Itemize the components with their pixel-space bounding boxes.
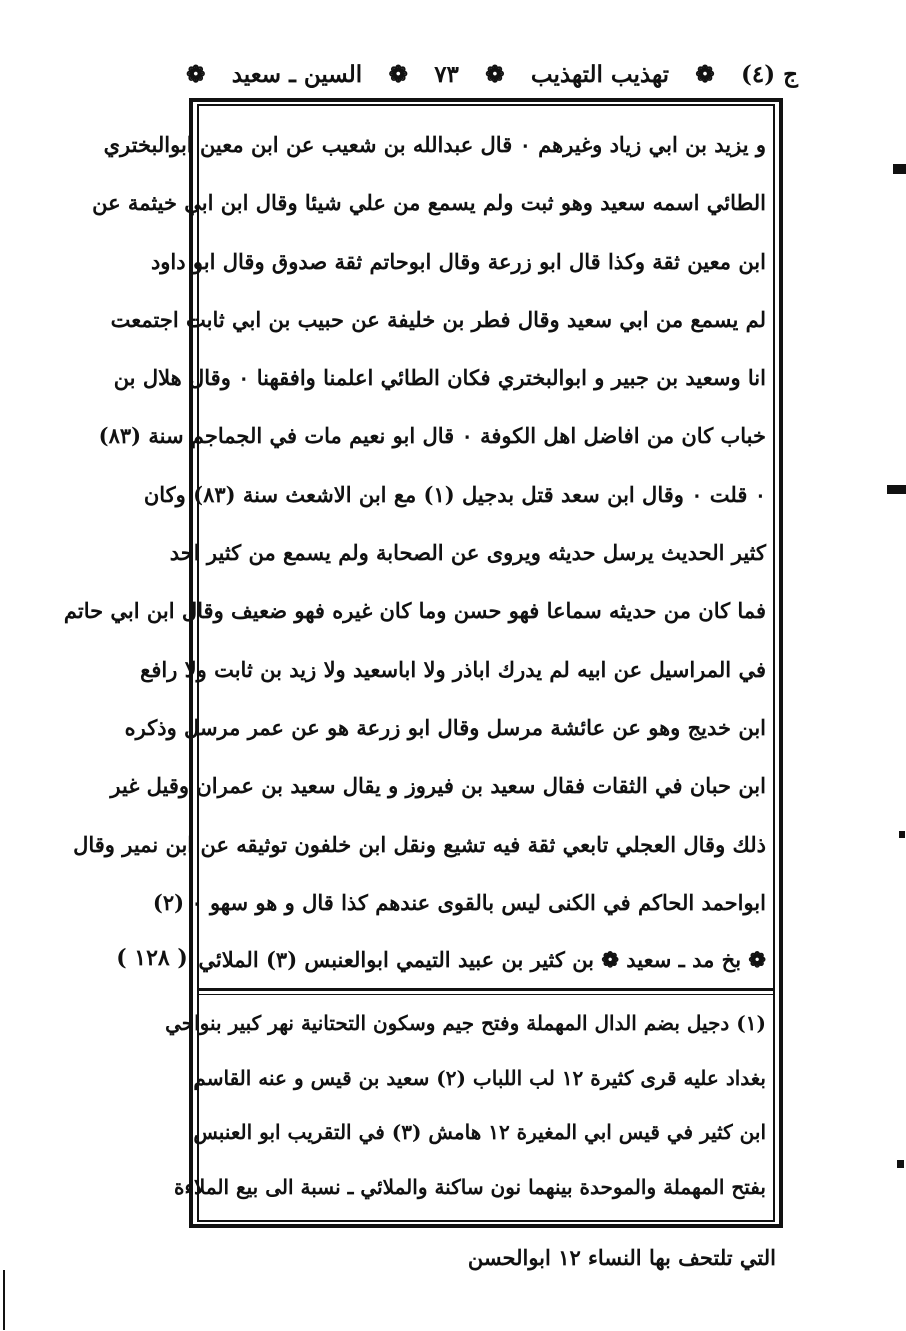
text-line: ابن معين ثقة وكذا قال ابو زرعة وقال ابوحاتم ثقة صدوق وقال ابو داود (150, 248, 766, 274)
entry-heading: ❁ بخ مد ـ سعيد ❁ بن كثير بن عبيد التيمي ابوالعنبس (٣) الملائي (198, 947, 766, 972)
text-line: ذلك وقال العجلي تابعي ثقة فيه تشيع ونقل ابن خلفون توثيقه عن ابن نمير وقال (73, 831, 766, 857)
text-line: و يزيد بن ابي زياد وغيرهم ٠ قال عبدالله بن شعيب عن ابن معين ابوالبختري (103, 132, 766, 157)
text-line: لم يسمع من ابي سعيد وقال فطر بن خليفة عن حبيب بن ابي ثابت اجتمعت (110, 306, 766, 332)
ornament-icon: ❁ (485, 60, 505, 88)
scan-mark (3, 1270, 5, 1330)
header-book-title: تهذيب التهذيب (530, 60, 669, 88)
footnote-divider (197, 988, 775, 991)
scan-mark (887, 485, 906, 494)
scan-mark (897, 1160, 904, 1168)
footnote-continuation: التي تلتحف بها النساء ١٢ ابوالحسن (467, 1245, 776, 1270)
ornament-icon: ❁ (186, 60, 206, 88)
text-line: ابن حبان في الثقات فقال سعيد بن فيروز و يقال سعيد بن عمران وقيل غير (110, 773, 766, 799)
text-line: فما كان من حديثه سماعا فهو حسن وما كان غيره فهو ضعيف وقال ابن ابي حاتم (63, 598, 766, 624)
text-line: كثير الحديث يرسل حديثه ويروى عن الصحابة ولم يسمع من كثير احد (169, 540, 766, 566)
ornament-icon: ❁ (388, 60, 408, 88)
footnote-line: ابن كثير في قيس ابي المغيرة ١٢ هامش (٣) في التقريب ابو العنبس (193, 1120, 766, 1144)
footnotes (165, 996, 766, 1214)
text-line: ابن خديج وهو عن عائشة مرسل وقال ابو زرعة هو عن عمر مرسل وذكره (124, 714, 766, 740)
text-line: في المراسيل عن ابيه لم يدرك اباذر ولا اباسعيد ولا زيد بن ثابت ولا رافع (140, 656, 766, 682)
entry-number: ( ١٢٨ ) (116, 945, 188, 971)
footnote-line: (١) دجيل بضم الدال المهملة وفتح جيم وسكون التحتانية نهر كبير بنواحي (165, 1011, 766, 1035)
text-line: ابواحمد الحاكم في الكنى ليس بالقوى عندهم كذا قال و هو سهو ٠ (٢) (152, 889, 766, 915)
header-page-number: ٧٣ (434, 60, 459, 88)
running-header (186, 52, 798, 96)
ornament-icon: ❁ (695, 60, 715, 88)
scan-mark (899, 831, 905, 838)
text-line: ٠ قلت ٠ وقال ابن سعد قتل بدجيل (١) مع ابن الاشعث سنة (٨٣) وكان (143, 481, 766, 507)
footnote-line: بفتح المهملة والموحدة بينهما نون ساكنة والملائي ـ نسبة الى بيع الملاءة (174, 1174, 766, 1199)
footnote-line: بغداد عليه قرى كثيرة ١٢ لب اللباب (٢) سعيد بن قيس و عنه القاسم (193, 1065, 766, 1090)
header-section: السين ـ سعيد (231, 60, 363, 88)
text-line: الطائي اسمه سعيد وهو ثبت ولم يسمع من علي شيئا وقال ابن ابي خيثمة عن (92, 190, 766, 216)
footnote-divider-thin (197, 994, 775, 995)
header-volume: ج (٤) (741, 60, 798, 88)
text-line: انا وسعيد بن جبير و ابوالبختري فكان الطائي اعلمنا وافقهنا ٠ وقال هلال بن (113, 365, 766, 391)
text-line: خباب كان من افاضل اهل الكوفة ٠ قال ابو نعيم مات في الجماجم سنة (٨٣) (98, 423, 766, 449)
scan-mark (893, 164, 906, 174)
main-text (63, 116, 766, 932)
